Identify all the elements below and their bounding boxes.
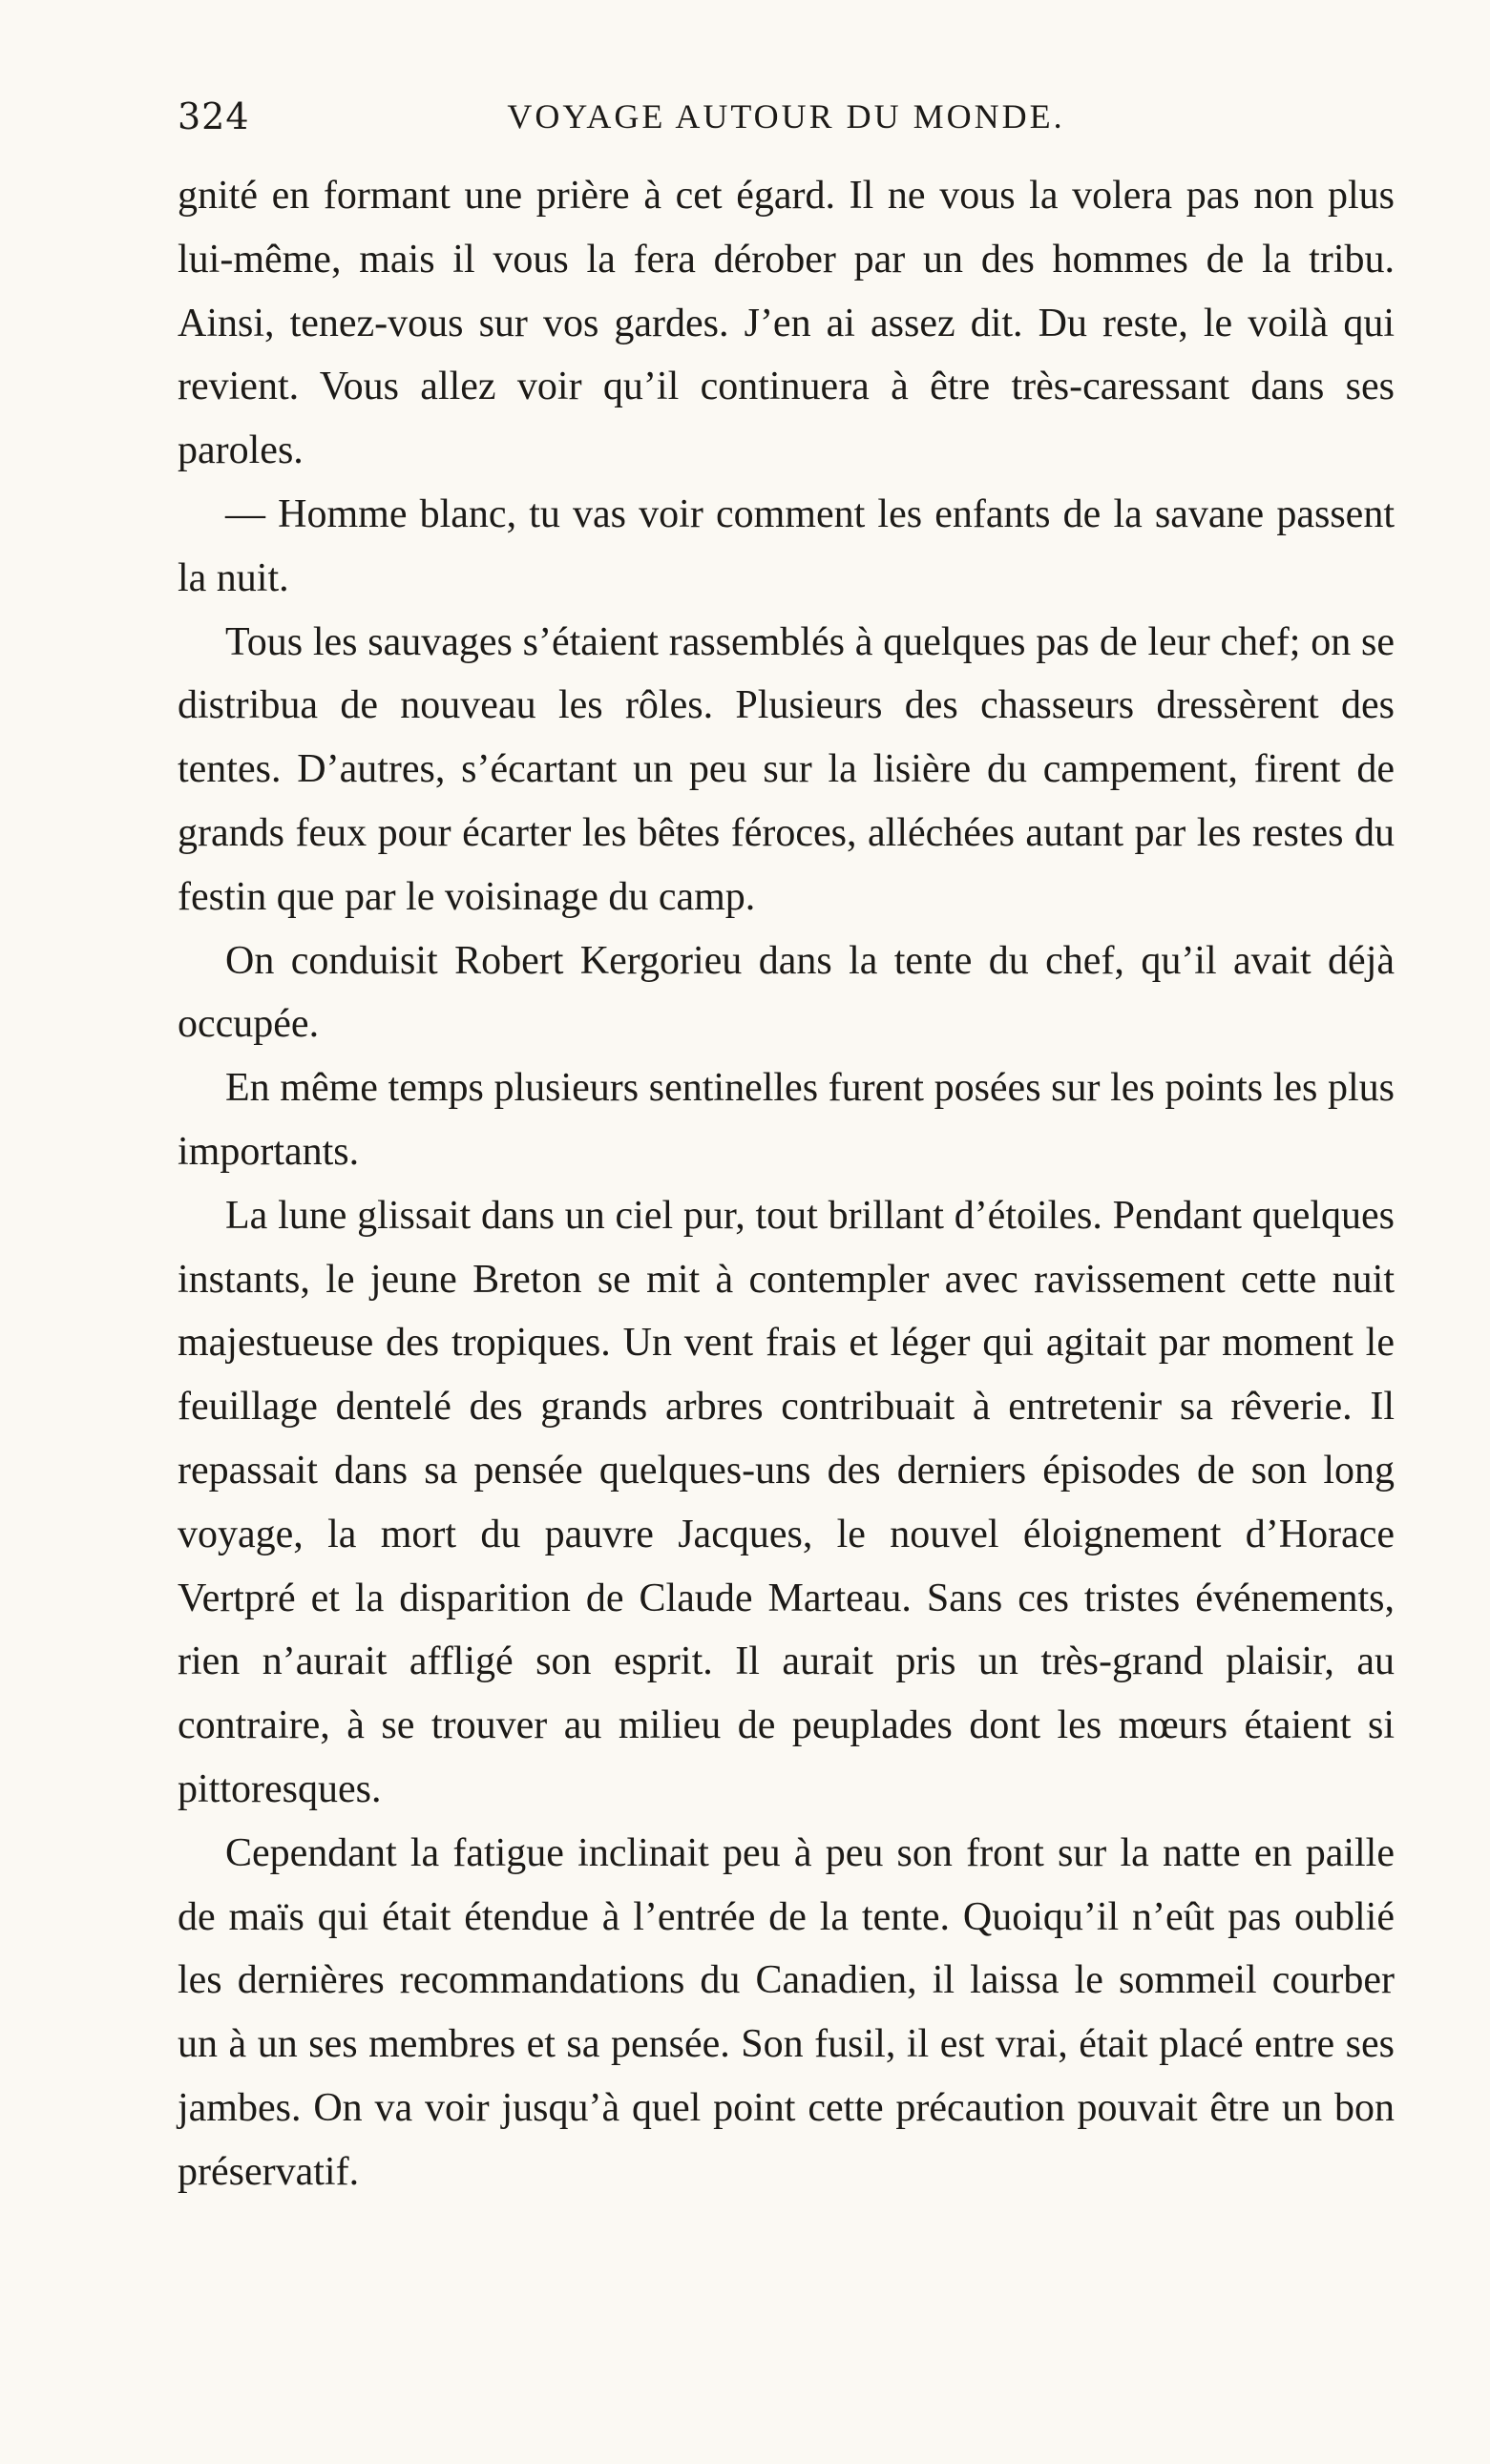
paragraph-dialogue: — Homme blanc, tu vas voir comment les enfants de la savane passent la nuit. (178, 491, 1395, 600)
body-text (178, 164, 1395, 2204)
running-title: VOYAGE AUTOUR DU MONDE. (507, 97, 1065, 136)
running-head (178, 92, 1395, 141)
paragraph: Cependant la fatigue inclinait peu à peu son front sur la natte en paille de maïs qui était étendue à l’entrée de la tente. Quoiqu’il n’eût pas oublié les dernières recommandations du Canadien, il laissa le sommeil courber un à un ses membres et sa pensée. Son fusil, il est vrai, était placé entre ses jambes. On va voir jusqu’à quel point cette précaution pouvait être un bon préservatif. (178, 1830, 1395, 2194)
paragraph: On conduisit Robert Kergorieu dans la tente du chef, qu’il avait déjà occupée. (178, 938, 1395, 1047)
paragraph: La lune glissait dans un ciel pur, tout brillant d’étoiles. Pendant quelques instants, le jeune Breton se mit à contempler avec ravissement cette nuit majestueuse des tropiques. Un vent frais et léger qui agitait par moment le feuillage dentelé des grands arbres contribuait à entretenir sa rêverie. Il repassait dans sa pensée quelques-uns des derniers épisodes de son long voyage, la mort du pauvre Jacques, le nouvel éloignement d’Horace Vertpré et la disparition de Claude Marteau. Sans ces tristes événements, rien n’aurait affligé son esprit. Il aurait pris un très-grand plaisir, au contraire, à se trouver au milieu de peuplades dont les mœurs étaient si pittoresques. (178, 1193, 1395, 1811)
paragraph: Tous les sauvages s’étaient rassemblés à quelques pas de leur chef; on se distribua de nouveau les rôles. Plusieurs des chasseurs dressèrent des tentes. D’autres, s’écartant un peu sur la lisière du campement, firent de grands feux pour écarter les bêtes féroces, alléchées autant par les restes du festin que par le voisinage du camp. (178, 619, 1395, 919)
paragraph-continued: gnité en formant une prière à cet égard. Il ne vous la volera pas non plus lui-même, mais il vous la fera dérober par un des hommes de la tribu. Ainsi, tenez-vous sur vos gardes. J’en ai assez dit. Du reste, le voilà qui revient. Vous allez voir qu’il continuera à être très-caressant dans ses paroles. (178, 174, 1395, 473)
page-number: 324 (178, 95, 250, 137)
paragraph: En même temps plusieurs sentinelles furent posées sur les points les plus importants. (178, 1066, 1395, 1174)
